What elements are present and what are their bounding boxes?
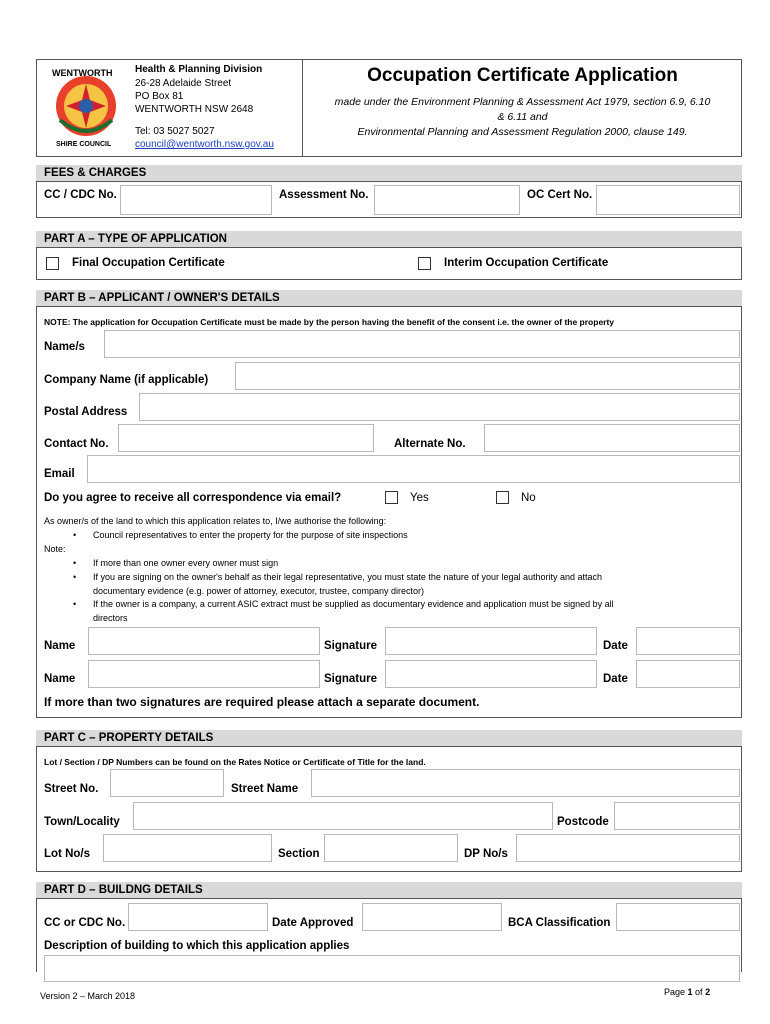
bca-input[interactable] — [616, 903, 740, 931]
owner-2-signature-label: Signature — [324, 673, 378, 685]
note-item-3a: If the owner is a company, a current ASIC extract must be supplied as documentary evidence and application must be signed by all — [93, 599, 614, 609]
authorisation-item: Council representatives to enter the property for the purpose of site inspections — [93, 530, 408, 540]
dp-input[interactable] — [516, 834, 740, 862]
town-label: Town/Locality — [44, 816, 120, 828]
company-label: Company Name (if applicable) — [44, 374, 209, 386]
contact-input[interactable] — [118, 424, 374, 452]
owner-1-name-input[interactable] — [88, 627, 320, 655]
council-email-link[interactable]: council@wentworth.nsw.gov.au — [135, 139, 274, 150]
final-oc-checkbox[interactable] — [46, 257, 59, 270]
part-b-heading: PART B – APPLICANT / OWNER'S DETAILS — [36, 290, 742, 307]
company-input[interactable] — [235, 362, 740, 390]
cc-cdc-input[interactable] — [120, 185, 272, 215]
telephone: Tel: 03 5027 5027 — [135, 126, 215, 137]
contact-label: Contact No. — [44, 438, 109, 450]
authorisation-text: As owner/s of the land to which this application relates to, I/we authorise the following: — [44, 516, 387, 526]
cc-cdc-no-input[interactable] — [128, 903, 268, 931]
lot-label: Lot No/s — [44, 848, 90, 860]
street-name-label: Street Name — [231, 783, 299, 795]
page-number — [664, 987, 710, 997]
interim-oc-checkbox[interactable] — [418, 257, 431, 270]
note-item-2b: documentary evidence (e.g. power of attorney, executor, trustee, company director) — [93, 586, 425, 596]
oc-cert-input[interactable] — [596, 185, 740, 215]
description-input[interactable] — [44, 955, 740, 982]
owner-2-date-label: Date — [603, 673, 628, 685]
owner-2-name-label: Name — [44, 673, 76, 685]
address-line-1: 26-28 Adelaide Street — [135, 78, 232, 89]
address-line-2: PO Box 81 — [135, 91, 184, 102]
part-d-heading: PART D – BUILDNG DETAILS — [36, 882, 742, 899]
bullet: • — [73, 558, 77, 568]
bullet: • — [73, 530, 77, 540]
bullet: • — [73, 599, 77, 609]
section-input[interactable] — [324, 834, 458, 862]
postal-label: Postal Address — [44, 406, 128, 418]
owner-2-name-input[interactable] — [88, 660, 320, 688]
form-title: Occupation Certificate Application — [367, 65, 678, 86]
postal-input[interactable] — [139, 393, 740, 421]
owner-1-date-label: Date — [603, 640, 628, 652]
part-c-note: Lot / Section / DP Numbers can be found on the Rates Notice or Certificate of Title for the land. — [44, 757, 426, 767]
owner-1-name-label: Name — [44, 640, 76, 652]
email-input[interactable] — [87, 455, 740, 483]
email-label: Email — [44, 468, 75, 480]
note-item-1: If more than one owner every owner must sign — [93, 558, 279, 568]
assessment-input[interactable] — [374, 185, 520, 215]
email-yes-checkbox[interactable] — [385, 491, 398, 504]
alternate-input[interactable] — [484, 424, 740, 452]
email-no-label: No — [521, 492, 536, 504]
email-question: Do you agree to receive all correspondence via email? — [44, 492, 342, 504]
page-total: 2 — [705, 987, 711, 997]
part-c-heading: PART C – PROPERTY DETAILS — [36, 730, 742, 747]
note-item-3b: directors — [93, 613, 128, 623]
owner-1-signature-label: Signature — [324, 640, 378, 652]
street-name-input[interactable] — [311, 769, 740, 797]
date-approved-input[interactable] — [362, 903, 502, 931]
address-line-3: WENTWORTH NSW 2648 — [135, 104, 254, 115]
town-input[interactable] — [133, 802, 553, 830]
note-item-2a: If you are signing on the owner's behalf as their legal representative, you must state the nature of your legal authority and attach — [93, 572, 603, 582]
interim-oc-label: Interim Occupation Certificate — [444, 257, 609, 269]
street-no-label: Street No. — [44, 783, 99, 795]
form-subtitle-2: & 6.11 and — [497, 111, 548, 123]
cc-cdc-no-label: CC or CDC No. — [44, 917, 126, 929]
lot-input[interactable] — [103, 834, 272, 862]
dp-label: DP No/s — [464, 848, 508, 860]
section-label: Section — [278, 848, 320, 860]
assessment-label: Assessment No. — [279, 189, 369, 201]
names-input[interactable] — [104, 330, 740, 358]
bullet: • — [73, 572, 77, 582]
names-label: Name/s — [44, 341, 85, 353]
date-approved-label: Date Approved — [272, 917, 354, 929]
note-label: Note: — [44, 544, 66, 554]
page-current: 1 — [687, 987, 693, 997]
alternate-label: Alternate No. — [394, 438, 466, 450]
more-signatures-note: If more than two signatures are required please attach a separate document. — [44, 695, 480, 709]
owner-1-signature-input[interactable] — [385, 627, 597, 655]
postcode-label: Postcode — [557, 816, 609, 828]
bca-label: BCA Classification — [508, 917, 611, 929]
version-text: Version 2 – March 2018 — [40, 991, 136, 1001]
division-name: Health & Planning Division — [135, 64, 263, 75]
owner-2-signature-input[interactable] — [385, 660, 597, 688]
page-of: of — [692, 987, 706, 997]
part-a-heading: PART A – TYPE OF APPLICATION — [36, 231, 742, 248]
owner-1-date-input[interactable] — [636, 627, 740, 655]
cc-cdc-label: CC / CDC No. — [44, 189, 117, 201]
fees-heading: FEES & CHARGES — [36, 165, 742, 182]
form-subtitle-1: made under the Environment Planning & Assessment Act 1979, section 6.9, 6.10 — [334, 96, 711, 108]
oc-cert-label: OC Cert No. — [527, 189, 593, 201]
logo-top-text: WENTWORTH — [52, 68, 113, 78]
council-logo-icon — [40, 62, 132, 150]
email-no-checkbox[interactable] — [496, 491, 509, 504]
form-subtitle-3: Environmental Planning and Assessment Regulation 2000, clause 149. — [357, 126, 688, 138]
page-prefix: Page — [664, 987, 688, 997]
part-b-note: NOTE: The application for Occupation Certificate must be made by the person having the benefit of the consent i.e. the owner of the property — [44, 317, 615, 327]
street-no-input[interactable] — [110, 769, 224, 797]
logo-bottom-text: SHIRE COUNCIL — [56, 141, 112, 148]
email-yes-label: Yes — [410, 492, 429, 504]
final-oc-label: Final Occupation Certificate — [72, 257, 225, 269]
postcode-input[interactable] — [614, 802, 740, 830]
owner-2-date-input[interactable] — [636, 660, 740, 688]
description-label: Description of building to which this application applies — [44, 940, 350, 952]
